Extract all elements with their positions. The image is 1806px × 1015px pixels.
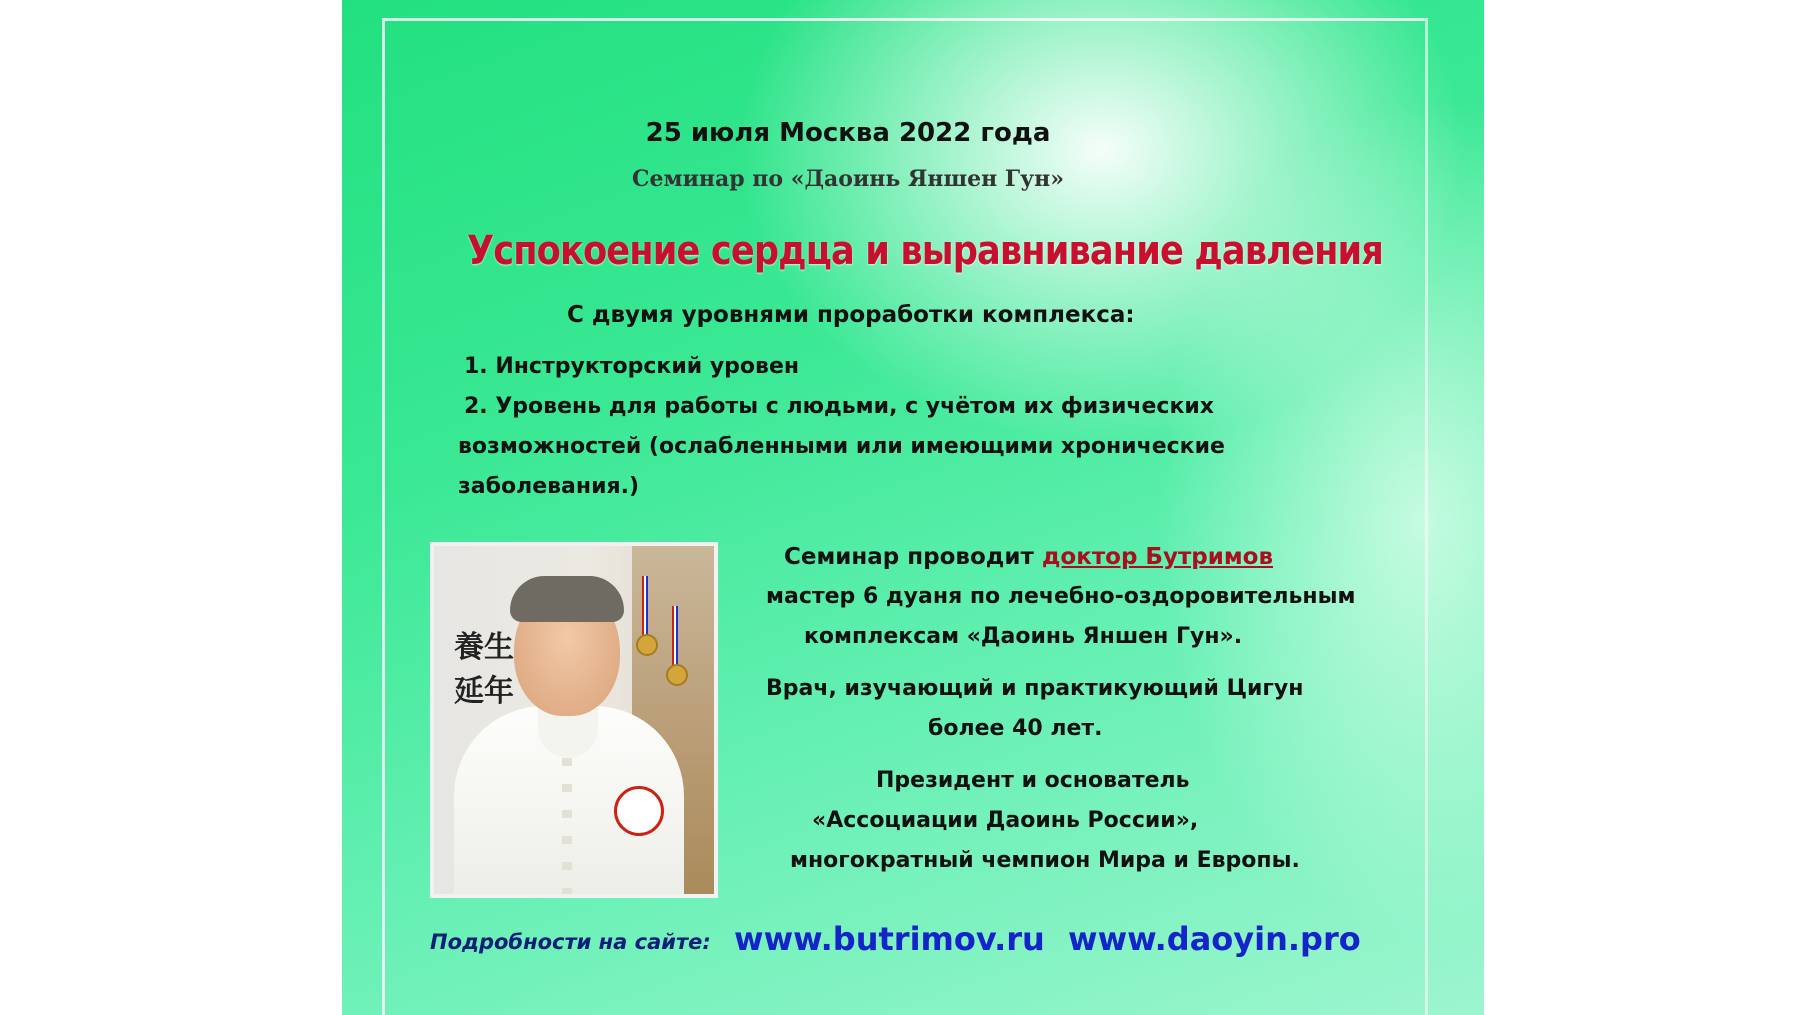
shirt-buttons — [562, 758, 572, 898]
bio-line-1: мастер 6 дуаня по лечебно-оздоровительным — [766, 584, 1356, 609]
level-item-1: 1. Инструкторский уровен — [464, 354, 800, 379]
seminar-poster — [342, 0, 1484, 1015]
calligraphy-scroll: 養生延年 — [454, 630, 514, 709]
doctor-name-link[interactable]: доктор Бутримов — [1041, 544, 1274, 570]
bio-line-6: «Ассоциации Даоинь России», — [812, 808, 1199, 833]
hair — [510, 576, 624, 622]
levels-title: С двумя уровнями проработки комплекса: — [567, 302, 1135, 328]
seminar-subtitle: Семинар по «Даоинь Яншен Гун» — [631, 166, 1065, 192]
daoyin-site-link[interactable]: www.daoyin.pro — [1068, 920, 1361, 958]
medal-icon — [636, 634, 658, 656]
medal-icon — [666, 664, 688, 686]
association-badge-icon — [614, 786, 664, 836]
level-item-2: 2. Уровень для работы с людьми, с учётом их физических — [464, 394, 1214, 419]
bio-line-2: комплексам «Даоинь Яншен Гун». — [804, 624, 1243, 649]
medal-ribbon — [642, 576, 648, 636]
bio-line-3: Врач, изучающий и практикующий Цигун — [766, 676, 1304, 701]
doctor-photo — [430, 542, 718, 898]
butrimov-site-link[interactable]: www.butrimov.ru — [734, 920, 1045, 958]
bio-line-4: более 40 лет. — [928, 716, 1103, 741]
more-info-label: Подробности на сайте: — [430, 930, 711, 954]
bio-line-5: Президент и основатель — [876, 768, 1190, 793]
level-item-2-end: заболевания.) — [458, 474, 640, 499]
host-line — [784, 544, 1273, 570]
host-prefix: Семинар проводит — [784, 544, 1034, 570]
medal-ribbon — [672, 606, 678, 666]
date-line: 25 июля Москва 2022 года — [645, 118, 1051, 148]
headline: Успокоение сердца и выравнивание давления — [467, 228, 1384, 274]
bio-line-7: многократный чемпион Мира и Европы. — [790, 848, 1300, 873]
level-item-2-continued: возможностей (ослабленными или имеющими хронические — [458, 434, 1225, 459]
